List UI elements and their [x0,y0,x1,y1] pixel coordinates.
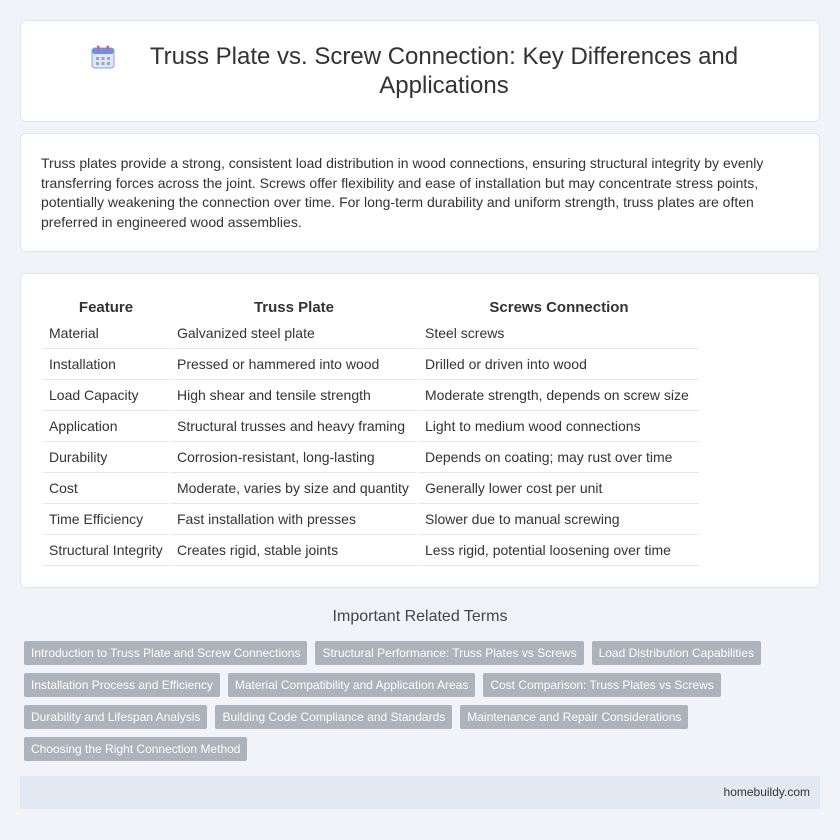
col-header-feature: Feature [78,298,134,316]
calendar-icon [90,44,116,70]
table-cell: Slower due to manual screwing [419,504,699,535]
table-row [43,473,699,504]
term-tag[interactable]: Structural Performance: Truss Plates vs Screws [315,641,583,665]
col-header-screws: Screws Connection [489,298,629,316]
term-tag[interactable]: Building Code Compliance and Standards [215,705,452,729]
table-cell: Cost [43,473,169,504]
table-cell: Corrosion-resistant, long-lasting [171,442,417,473]
table-cell: Fast installation with presses [171,504,417,535]
intro-card [20,133,820,252]
table-cell: Application [43,411,169,442]
table-cell: Light to medium wood connections [419,411,699,442]
table-cell: Structural trusses and heavy framing [171,411,417,442]
related-terms-list [24,641,804,761]
table-cell: Galvanized steel plate [171,318,417,349]
term-tag[interactable]: Choosing the Right Connection Method [24,737,247,761]
table-cell: Generally lower cost per unit [419,473,699,504]
table-row [43,349,699,380]
table-cell: Durability [43,442,169,473]
term-tag[interactable]: Cost Comparison: Truss Plates vs Screws [483,673,720,697]
comparison-table [41,296,701,566]
table-cell: Time Efficiency [43,504,169,535]
table-row [43,411,699,442]
intro-text: Truss plates provide a strong, consistent load distribution in wood connections, ensuring structural integrity by evenly transferring forces across the joint. Screws offer flexibility and ease of installation but may concentrate stress points, potentially weakening the connection over time. For long-term durability and uniform strength, truss plates are often preferred in engineered wood assemblies. [41,155,764,230]
term-tag[interactable]: Load Distribution Capabilities [592,641,761,665]
table-cell: Material [43,318,169,349]
table-cell: Less rigid, potential loosening over time [419,535,699,566]
term-tag[interactable]: Maintenance and Repair Considerations [460,705,688,729]
term-tag[interactable]: Introduction to Truss Plate and Screw Connections [24,641,307,665]
related-terms-title: Important Related Terms [332,608,508,625]
header-card [20,20,820,122]
table-cell: Moderate, varies by size and quantity [171,473,417,504]
table-cell: High shear and tensile strength [171,380,417,411]
term-tag[interactable]: Installation Process and Efficiency [24,673,220,697]
table-cell: Pressed or hammered into wood [171,349,417,380]
comparison-table-card [20,273,820,588]
table-row [43,535,699,566]
table-row [43,504,699,535]
table-cell: Moderate strength, depends on screw size [419,380,699,411]
table-cell: Creates rigid, stable joints [171,535,417,566]
footer [20,776,820,809]
col-header-truss-plate: Truss Plate [253,298,335,316]
table-row [43,442,699,473]
table-cell: Steel screws [419,318,699,349]
title-wrap [90,42,750,100]
table-header-row [43,296,699,318]
table-cell: Drilled or driven into wood [419,349,699,380]
table-row [43,380,699,411]
table-cell: Structural Integrity [43,535,169,566]
page-title: Truss Plate vs. Screw Connection: Key Differences and Applications [149,43,739,99]
table-cell: Depends on coating; may rust over time [419,442,699,473]
term-tag[interactable]: Material Compatibility and Application Areas [228,673,475,697]
term-tag[interactable]: Durability and Lifespan Analysis [24,705,207,729]
footer-site[interactable]: homebuildy.com [723,785,810,799]
table-row [43,318,699,349]
table-cell: Installation [43,349,169,380]
table-cell: Load Capacity [43,380,169,411]
